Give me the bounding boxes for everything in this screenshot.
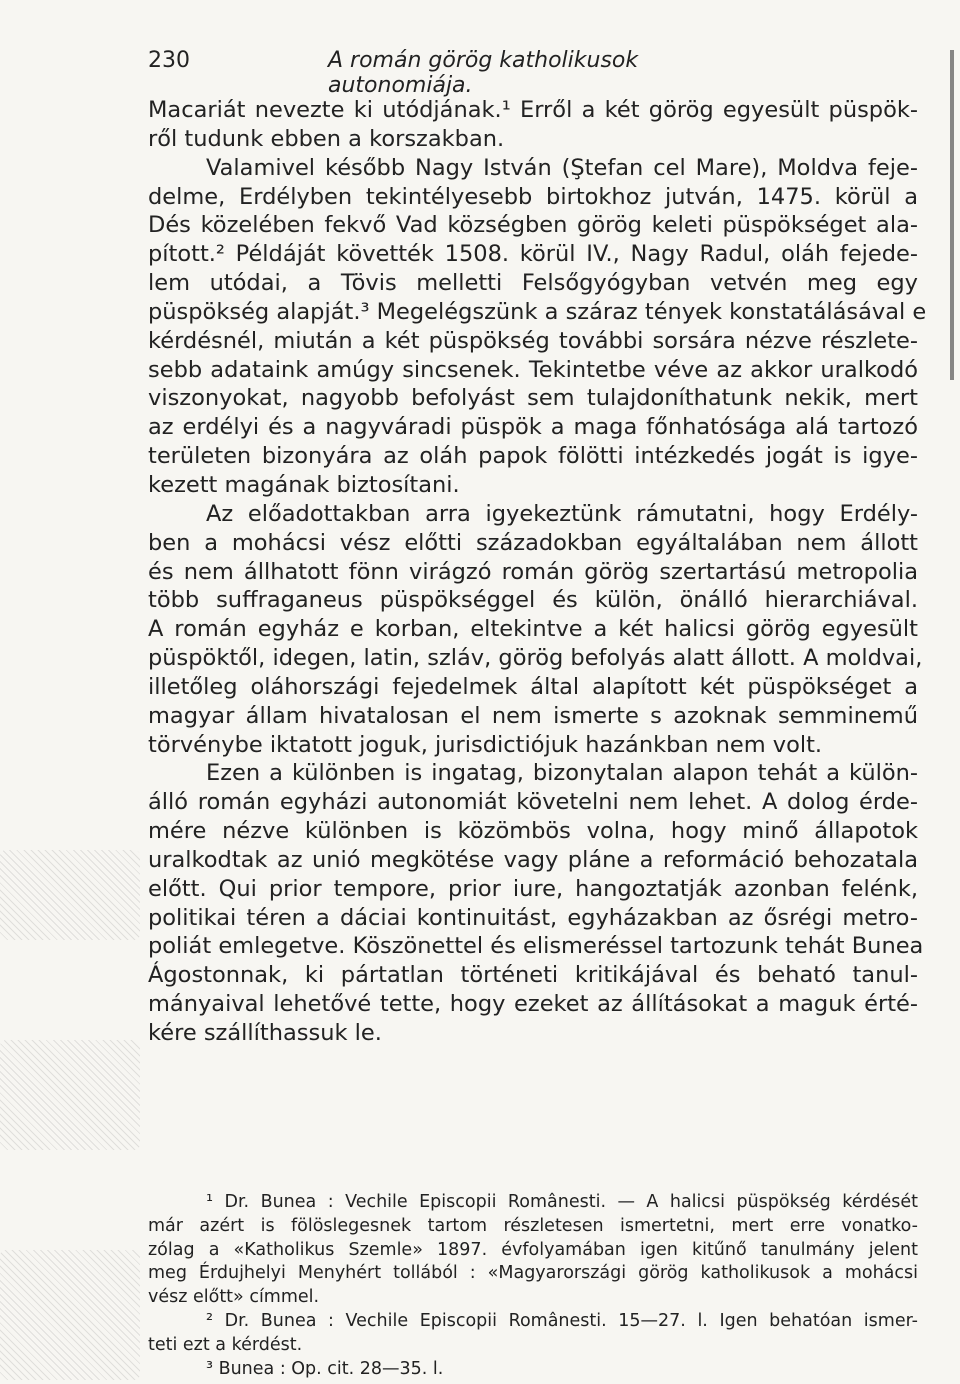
body-line: viszonyokat, nagyobb befolyást sem tulajdoníthatunk nekik, mert: [148, 385, 918, 412]
footnote-line: ² Dr. Bunea : Vechile Episcopii Românesti. 15—27. l. Igen behatóan ismer-: [206, 1310, 918, 1331]
body-line: pított.² Példáját követték 1508. körül IV., Nagy Radul, oláh fejede-: [148, 241, 918, 268]
body-line: mányaival lehetővé tette, hogy ezeket az állításokat a maguk érté-: [148, 991, 918, 1018]
body-line: illetőleg oláhországi fejedelmek által alapított két püspökséget a: [148, 673, 918, 700]
body-line: az erdélyi és a nagyváradi püspök a maga főnhatósága alá tartozó: [148, 414, 918, 441]
body-line: kezett magának biztosítani.: [148, 471, 460, 498]
footnote-line: teti ezt a kérdést.: [148, 1334, 303, 1355]
body-line: ről tudunk ebben a korszakban.: [148, 125, 505, 152]
body-line: álló román egyházi autonomiát követelni nem lehet. A dolog érde-: [148, 789, 918, 816]
body-line: lem utódai, a Tövis melletti Felsőgyógyban vetvén meg egy: [148, 270, 918, 297]
body-line: mére nézve különben is közömbös volna, hogy minő állapotok: [148, 818, 918, 845]
body-line: Ágostonnak, ki pártatlan történeti kritikájával és beható tanul-: [148, 962, 918, 989]
footnote-line: zólag a «Katholikus Szemle» 1897. évfolyamában igen kitűnő tanulmány jelent: [148, 1239, 918, 1260]
body-line: Dés közelében fekvő Vad községben görög keleti püspökséget ala-: [148, 212, 918, 239]
body-line: ben a mohácsi vész előtti századokban egyáltalában nem állott: [148, 529, 918, 556]
scan-noise: [0, 1250, 140, 1380]
body-line: és nem állhatott fönn virágzó román görög szertartású metropolia: [148, 558, 918, 585]
footnote-line: ¹ Dr. Bunea : Vechile Episcopii Românesti. — A halicsi püspökség kérdését: [206, 1192, 918, 1212]
body-text: [148, 96, 927, 1048]
body-line: Macariát nevezte ki utódjának.¹ Erről a két görög egyesült püspök-: [148, 97, 918, 123]
body-line: delme, Erdélyben tekintélyesebb birtokhoz jutván, 1475. körül a: [148, 183, 918, 210]
body-line: területen bizonyára az oláh papok fölötti intézkedés jogát is igye-: [148, 443, 918, 470]
body-line: Az előadottakban arra igyekeztünk rámutatni, hogy Erdély-: [206, 500, 918, 527]
footnote-line: meg Érdujhelyi Menyhért tollából : «Magyarországi görög katholikusok a mohácsi: [148, 1263, 918, 1284]
footnote-line: ³ Bunea : Op. cit. 28—35. l.: [206, 1358, 444, 1379]
body-line: törvénybe iktatott joguk, jurisdictiójuk hazánkban nem volt.: [148, 731, 823, 758]
body-line: uralkodtak az unió megkötése vagy pláne a reformáció behozatala: [148, 846, 918, 873]
body-line: magyar állam hivatalosan el nem ismerte s azoknak semminemű: [148, 702, 918, 729]
footnote-line: vész előtt» címmel.: [148, 1287, 320, 1308]
body-line: püspökség alapját.³ Megelégszünk a száraz tények konstatálásával e: [148, 298, 927, 325]
body-line: politikai téren a dáciai kontinuitást, egyházakban az ősrégi metro-: [148, 904, 918, 931]
body-line: sebb adataink amúgy sincsenek. Tekintetbe véve az akkor uralkodó: [148, 356, 918, 383]
footnote-line: már azért is fölöslegesnek tartom részletesen ismertetni, mert erre vonatko-: [148, 1215, 918, 1236]
body-line: Valamivel később Nagy István (Ştefan cel Mare), Moldva feje-: [206, 154, 918, 181]
scan-noise: [0, 850, 140, 940]
body-line: kérdésnél, miután a két püspökség további sorsára nézve részlete-: [148, 327, 918, 354]
running-title: A román görög katholikusok autonomiája.: [328, 48, 639, 98]
body-line: A román egyház e korban, eltekintve a két halicsi görög egyesült: [148, 616, 918, 643]
body-line: Ezen a különben is ingatag, bizonytalan alapon tehát a külön-: [206, 760, 918, 787]
page-edge-shadow: [950, 50, 954, 380]
footnotes: [148, 1191, 918, 1381]
body-line: püspöktől, idegen, latin, szláv, görög befolyás alatt állott. A moldvai,: [148, 645, 923, 672]
body-line: több suffraganeus püspökséggel és külön, önálló hierarchiával.: [148, 587, 918, 614]
page-header: [148, 48, 760, 98]
page-number: 230: [148, 48, 190, 73]
body-line: poliát emlegetve. Köszönettel és elismeréssel tartozunk tehát Bunea: [148, 933, 924, 960]
body-line: előtt. Qui prior tempore, prior iure, hangoztatják azonban felénk,: [148, 875, 918, 902]
scan-noise: [0, 1040, 140, 1150]
body-line: kére szállíthassuk le.: [148, 1020, 382, 1046]
